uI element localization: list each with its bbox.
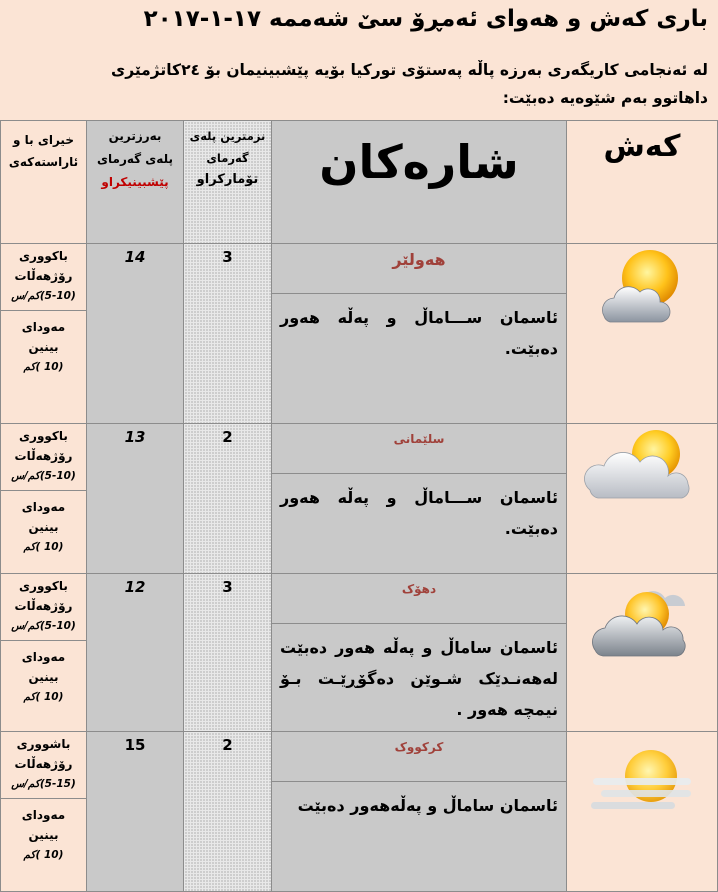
cloudy-sun-icon [587, 574, 697, 664]
wind-direction-2: رۆژهەڵات [14, 757, 73, 771]
visibility-label-2: بینین [28, 670, 59, 684]
forecast-table [0, 120, 718, 892]
visibility-label: مەودای [21, 808, 66, 822]
table-row [1, 574, 718, 732]
wind-cell [1, 732, 87, 892]
header-wind-line1: خیرای با و [13, 133, 74, 147]
weather-description: ئاسمان ساماڵ و پەڵە هەور دەبێت لەهەنـدێک شـوێن دەگۆڕێـت بـۆ نیمچە هەور . [280, 638, 558, 719]
visibility-label-2: بینین [28, 828, 59, 842]
wind-speed: (5-10)کم/س [11, 290, 76, 302]
wind-speed: (5-10)کم/س [11, 620, 76, 632]
min-temp: 2 [184, 732, 272, 892]
wind-direction: باکووری [19, 429, 68, 443]
weather-description: ئاسمان ســـاماڵ و پەڵە هەور دەبێت. [280, 308, 558, 358]
wind-direction: باکووری [19, 249, 68, 263]
wind-speed: (5-10)کم/س [11, 470, 76, 482]
weather-description: ئاسمان ساماڵ و پەڵەهەور دەبێت [297, 796, 558, 815]
min-temp: 2 [184, 424, 272, 574]
table-row [1, 732, 718, 892]
header-min-line1: نزمترین پلەی [189, 129, 266, 143]
visibility-value: (10 )کم [23, 361, 64, 373]
wind-cell [1, 244, 87, 424]
weather-icon-cell [567, 574, 718, 732]
weather-icon-cell [567, 732, 718, 892]
header-min-line3: تۆمارکراو [196, 172, 259, 187]
city-name: سلێمانی [272, 424, 566, 474]
city-cell [272, 732, 567, 892]
visibility-label: مەودای [21, 500, 66, 514]
visibility-label-2: بینین [28, 340, 59, 354]
max-temp: 12 [87, 574, 184, 732]
header-wind [1, 121, 87, 244]
intro-line-1: لە ئەنجامی کاریگەری بەرزە پاڵە پەستۆی تورکیا بۆیە پێشبینیمان بۆ ٢٤کاتژمێری [111, 61, 708, 79]
header-max-temp [87, 121, 184, 244]
max-temp: 13 [87, 424, 184, 574]
header-max-line1: بەرزترین [108, 129, 162, 143]
max-temp: 15 [87, 732, 184, 892]
wind-direction-2: رۆژهەڵات [14, 449, 73, 463]
table-header-row [1, 121, 718, 244]
wind-direction-2: رۆژهەڵات [14, 269, 73, 283]
header-cities: شارەکان [272, 121, 567, 244]
wind-cell [1, 574, 87, 732]
max-temp: 14 [87, 244, 184, 424]
partly-cloudy-icon [582, 424, 702, 504]
visibility-label: مەودای [21, 650, 66, 664]
header-wind-line2: ئاراستەکەی [8, 155, 79, 169]
city-cell [272, 244, 567, 424]
visibility-label-2: بینین [28, 520, 59, 534]
wind-direction-2: رۆژهەڵات [14, 599, 73, 613]
visibility-value: (10 )کم [23, 849, 64, 861]
city-cell [272, 574, 567, 732]
page-title: باری کەش و هەوای ئەمڕۆ سێ شەممە ١٧-١-٢٠١٧ [143, 6, 708, 32]
table-row [1, 424, 718, 574]
wind-cell [1, 424, 87, 574]
header-weather: کەش [567, 121, 718, 244]
city-name: کرکووک [272, 732, 566, 782]
city-name: دهۆک [272, 574, 566, 624]
table-row [1, 244, 718, 424]
city-cell [272, 424, 567, 574]
wind-speed: (5-15)کم/س [11, 778, 76, 790]
wind-direction: باکووری [19, 579, 68, 593]
min-temp: 3 [184, 574, 272, 732]
weather-description: ئاسمان ســـاماڵ و پەڵە هەور دەبێت. [280, 488, 558, 538]
header-min-line2: گەرمای [206, 151, 249, 165]
visibility-label: مەودای [21, 320, 66, 334]
hazy-sun-icon [587, 732, 697, 822]
header-min-temp [184, 121, 272, 244]
header-max-line2: پلەی گەرمای [97, 152, 173, 166]
intro-text [18, 56, 708, 112]
visibility-value: (10 )کم [23, 541, 64, 553]
header-max-line3: پێشبینیکراو [101, 175, 169, 189]
intro-line-2: داهاتوو بەم شێوەیە دەبێت: [502, 89, 708, 107]
city-name: هەولێر [272, 244, 566, 294]
visibility-value: (10 )کم [23, 691, 64, 703]
weather-icon-cell [567, 424, 718, 574]
sun-behind-cloud-icon [594, 244, 690, 330]
weather-icon-cell [567, 244, 718, 424]
wind-direction: باشووری [16, 737, 71, 751]
min-temp: 3 [184, 244, 272, 424]
